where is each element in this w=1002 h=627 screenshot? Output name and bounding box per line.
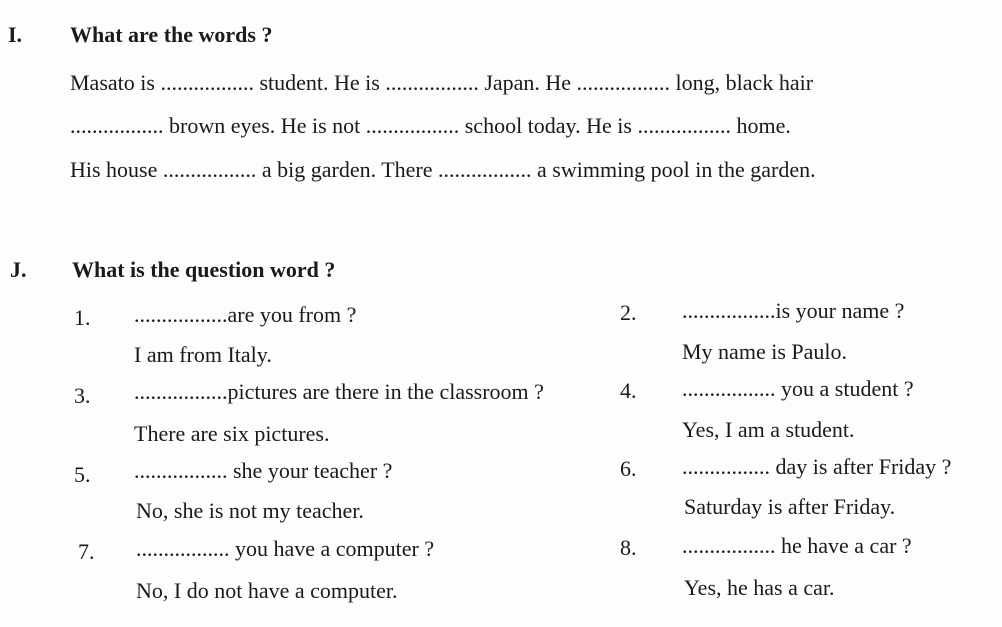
question-2-number: 2. xyxy=(620,300,637,325)
question-6-text: ................ day is after Friday ? xyxy=(682,454,952,479)
question-1-answer: I am from Italy. xyxy=(134,342,272,367)
question-6-number: 6. xyxy=(620,456,637,481)
question-7-answer: No, I do not have a computer. xyxy=(136,578,398,603)
question-7-number: 7. xyxy=(78,539,95,564)
question-4-answer: Yes, I am a student. xyxy=(682,417,855,442)
question-5-text: ................. she your teacher ? xyxy=(134,458,393,483)
question-2-answer: My name is Paulo. xyxy=(682,339,847,364)
question-8-answer: Yes, he has a car. xyxy=(684,575,835,600)
question-5-answer: No, she is not my teacher. xyxy=(136,498,364,523)
question-1-text: .................are you from ? xyxy=(134,302,357,327)
question-4-text: ................. you a student ? xyxy=(682,376,914,401)
section-i-line-3: His house ................. a big garden. There ................. a swimming pool in the garden. xyxy=(70,157,816,182)
question-2-text: .................is your name ? xyxy=(682,298,905,323)
section-i-line-1: Masato is ................. student. He is ................. Japan. He ................. long, black hair xyxy=(70,70,814,95)
question-7-text: ................. you have a computer ? xyxy=(136,536,435,561)
question-3-text: .................pictures are there in the classroom ? xyxy=(134,379,544,404)
question-5-number: 5. xyxy=(74,462,91,487)
question-8-number: 8. xyxy=(620,535,637,560)
question-1-number: 1. xyxy=(74,305,91,330)
question-4-number: 4. xyxy=(620,378,637,403)
section-i-title: What are the words ? xyxy=(70,22,273,47)
section-j-label: J. xyxy=(10,257,27,282)
question-3-number: 3. xyxy=(74,383,91,408)
question-6-answer: Saturday is after Friday. xyxy=(684,494,896,519)
section-i-label: I. xyxy=(8,22,23,47)
section-i-line-2: ................. brown eyes. He is not ................. school today. He is ................. home. xyxy=(70,113,791,138)
question-3-answer: There are six pictures. xyxy=(134,421,330,446)
question-8-text: ................. he have a car ? xyxy=(682,533,912,558)
section-j-title: What is the question word ? xyxy=(72,257,336,282)
